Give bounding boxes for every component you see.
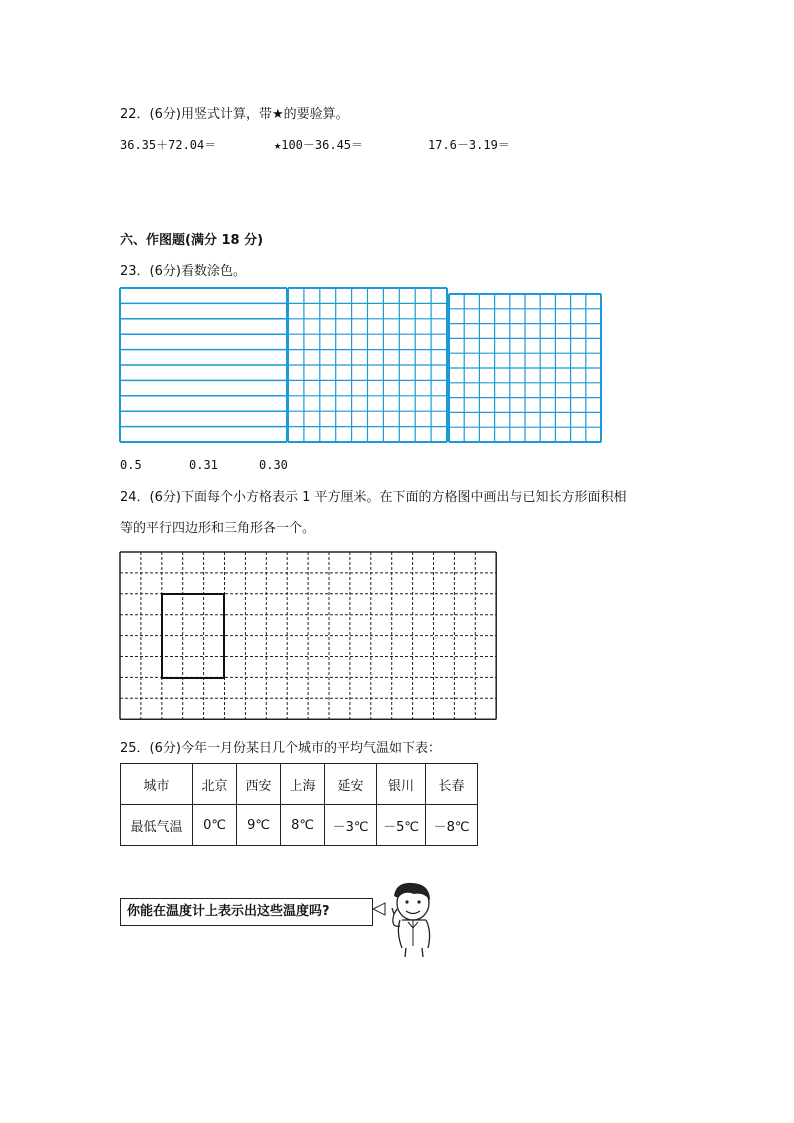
q24-text-line-1: 24．(6分)下面每个小方格表示 1 平方厘米。在下面的方格图中画出与已知长方形面积相 (120, 490, 627, 505)
city-cell: 上海 (281, 764, 325, 805)
temperature-table (120, 763, 478, 846)
table-row-city (121, 764, 478, 805)
city-cell: 长春 (426, 764, 478, 805)
boy-illustration (372, 880, 452, 958)
grid-hundredths-2[interactable] (449, 294, 601, 442)
temp-cell: －5℃ (377, 805, 426, 846)
q25-header: 25．(6分)今年一月份某日几个城市的平均气温如下表： (120, 741, 441, 756)
q23-label-3: 0.30 (259, 458, 288, 472)
temp-cell: －8℃ (426, 805, 478, 846)
grid-tenths[interactable] (120, 288, 287, 442)
q23-header: 23．(6分)看数涂色。 (120, 264, 246, 279)
bubble-tail (373, 903, 385, 915)
table-row-temp (121, 805, 478, 846)
row-header-city: 城市 (121, 764, 193, 805)
body-icon (398, 920, 429, 948)
q22-expression-2: ★100－36.45＝ (274, 138, 364, 152)
q22-header: 22．(6分)用竖式计算，带★的要验算。 (120, 107, 349, 122)
speech-bubble: 你能在温度计上表示出这些温度吗? (120, 898, 373, 926)
q22-expression-1: 36.35＋72.04＝ (120, 138, 217, 152)
grid-hundredths-1[interactable] (288, 288, 447, 442)
temp-cell: 8℃ (281, 805, 325, 846)
city-cell: 北京 (193, 764, 237, 805)
q23-coloring-grids (118, 286, 606, 446)
row-header-temp: 最低气温 (121, 805, 193, 846)
temp-cell: 9℃ (237, 805, 281, 846)
square-grid[interactable] (120, 552, 496, 719)
q23-label-1: 0.5 (120, 458, 142, 472)
q22-expression-3: 17.6－3.19＝ (428, 138, 510, 152)
city-cell: 西安 (237, 764, 281, 805)
q24-text-line-2: 等的平行四边形和三角形各一个。 (120, 521, 316, 536)
city-cell: 延安 (325, 764, 377, 805)
q24-dotted-grid (119, 551, 497, 723)
temp-cell: －3℃ (325, 805, 377, 846)
temp-cell: 0℃ (193, 805, 237, 846)
q23-label-2: 0.31 (189, 458, 218, 472)
city-cell: 银川 (377, 764, 426, 805)
section-6-title: 六、作图题(满分 18 分) (120, 233, 264, 248)
